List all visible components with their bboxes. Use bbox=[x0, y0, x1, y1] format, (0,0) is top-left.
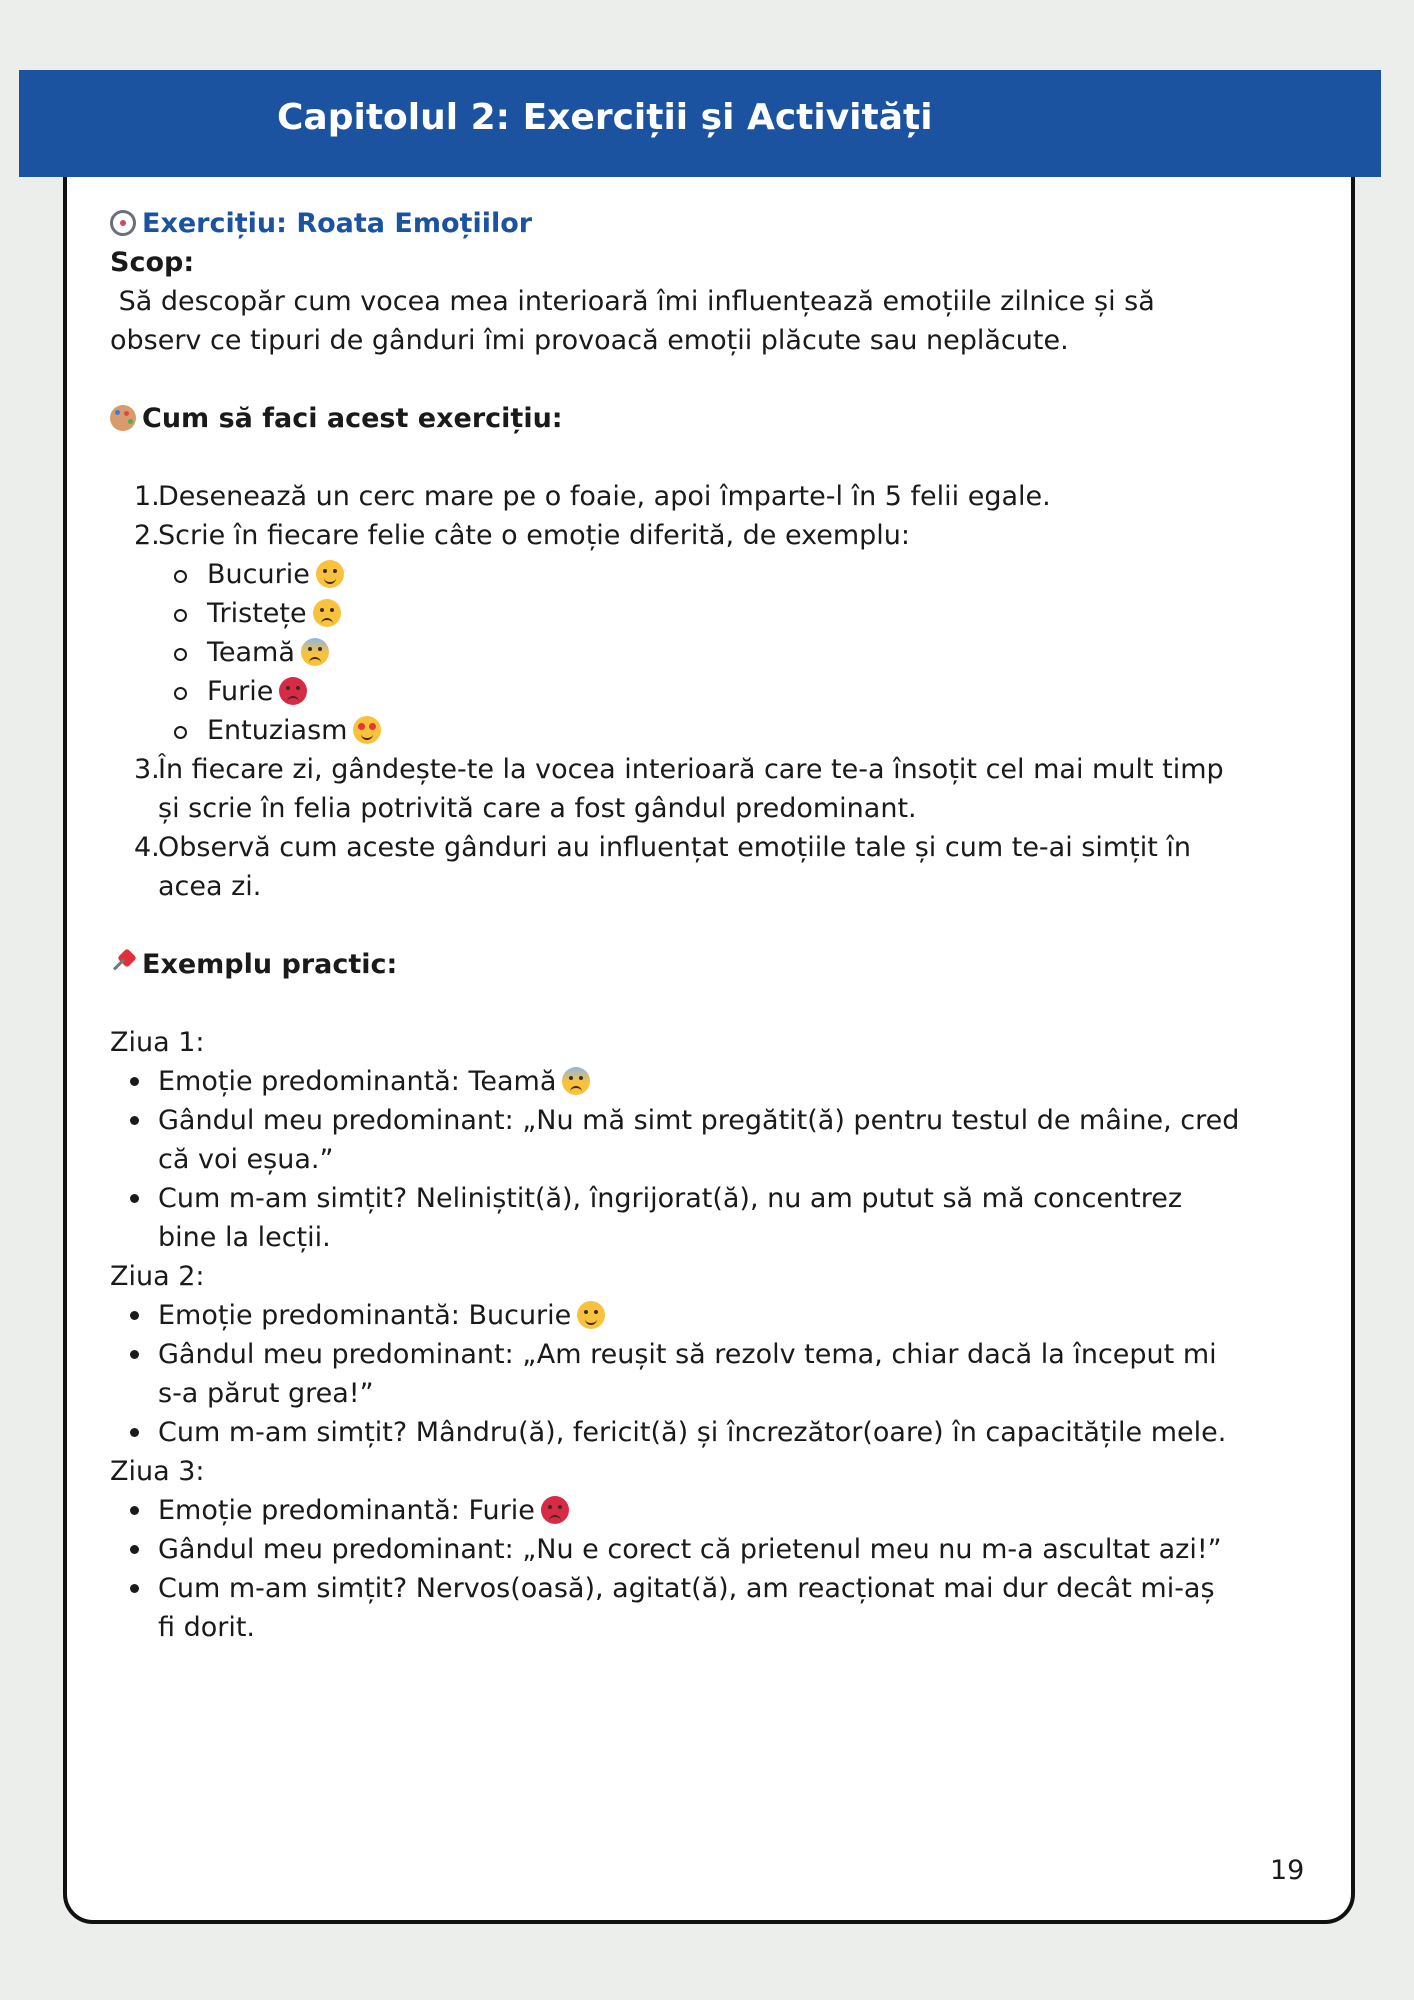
step-number: 1. bbox=[134, 481, 160, 512]
day-label: Ziua 3: bbox=[110, 1456, 205, 1487]
fearful-face-icon bbox=[562, 1067, 590, 1095]
page-number: 19 bbox=[1270, 1855, 1305, 1886]
steps-list-continued bbox=[110, 750, 1325, 906]
smiling-face-icon bbox=[316, 560, 344, 588]
step-item: 4. Observă cum aceste gânduri au influențat emoțiile tale și cum te-ai simțit în acea zi. bbox=[110, 828, 1325, 906]
list-item: Emoție predominantă: Bucurie bbox=[110, 1296, 1325, 1335]
exercise-title: Exercițiu: Roata Emoțiilor bbox=[142, 208, 533, 239]
pensive-face-icon bbox=[313, 599, 341, 627]
angry-face-icon bbox=[279, 677, 307, 705]
page-content bbox=[110, 204, 1325, 1647]
step-number: 2. bbox=[134, 520, 160, 551]
emotion-item: Furie bbox=[110, 672, 1325, 711]
smiling-face-icon bbox=[577, 1301, 605, 1329]
step-item bbox=[110, 516, 1325, 555]
day-label: Ziua 2: bbox=[110, 1261, 205, 1292]
list-item: Gândul meu predominant: „Nu mă simt pregătit(ă) pentru testul de mâine, cred că voi eșua.” bbox=[110, 1101, 1325, 1179]
chapter-title: Capitolul 2: Exerciții și Activități bbox=[277, 97, 933, 138]
steps-list bbox=[110, 477, 1325, 555]
pushpin-icon bbox=[110, 949, 138, 977]
step-item bbox=[110, 477, 1325, 516]
day-details-list bbox=[110, 1491, 1325, 1647]
palette-icon bbox=[110, 405, 136, 431]
emotion-item: Entuziasm bbox=[110, 711, 1325, 750]
step-text: Desenează un cerc mare pe o foaie, apoi împarte-l în 5 felii egale. bbox=[158, 481, 1051, 512]
list-item: Gândul meu predominant: „Am reușit să rezolv tema, chiar dacă la început mi s-a părut grea!” bbox=[110, 1335, 1325, 1413]
emotion-item: Teamă bbox=[110, 633, 1325, 672]
step-text: Scrie în fiecare felie câte o emoție diferită, de exemplu: bbox=[158, 520, 911, 551]
list-item: Cum m-am simțit? Neliniștit(ă), îngrijorat(ă), nu am putut să mă concentrez bine la lecții. bbox=[110, 1179, 1325, 1257]
how-to-heading: Cum să faci acest exercițiu: bbox=[142, 403, 563, 434]
ferris-wheel-icon bbox=[110, 210, 136, 236]
chapter-header-banner bbox=[19, 70, 1381, 177]
step-number: 3. bbox=[134, 754, 160, 785]
step-number: 4. bbox=[134, 832, 160, 863]
scope-text-line-1: Să descopăr cum vocea mea interioară îmi influențează emoțiile zilnice și să bbox=[110, 286, 1155, 317]
day-label: Ziua 1: bbox=[110, 1027, 205, 1058]
example-heading-line bbox=[110, 945, 1325, 984]
exercise-title-line bbox=[110, 204, 1325, 243]
scope-text-line-2: observ ce tipuri de gânduri îmi provoacă emoții plăcute sau neplăcute. bbox=[110, 325, 1069, 356]
example-heading: Exemplu practic: bbox=[142, 949, 398, 980]
list-item: Cum m-am simțit? Nervos(oasă), agitat(ă), am reacționat mai dur decât mi-aș fi dorit. bbox=[110, 1569, 1325, 1647]
list-item: Gândul meu predominant: „Nu e corect că prietenul meu nu m-a ascultat azi!” bbox=[110, 1530, 1325, 1569]
emotion-item: Tristețe bbox=[110, 594, 1325, 633]
how-to-heading-line bbox=[110, 399, 1325, 438]
list-item: Emoție predominantă: Furie bbox=[110, 1491, 1325, 1530]
emotion-list bbox=[110, 555, 1325, 750]
fearful-face-icon bbox=[301, 638, 329, 666]
step-item: 3. În fiecare zi, gândește-te la vocea interioară care te-a însoțit cel mai mult timp și scrie în felia potrivită care a fost gândul predominant. bbox=[110, 750, 1325, 828]
scope-label: Scop: bbox=[110, 247, 195, 278]
list-item: Emoție predominantă: Teamă bbox=[110, 1062, 1325, 1101]
angry-face-icon bbox=[541, 1496, 569, 1524]
day-details-list bbox=[110, 1296, 1325, 1452]
star-struck-face-icon bbox=[353, 716, 381, 744]
emotion-item: Bucurie bbox=[110, 555, 1325, 594]
day-details-list bbox=[110, 1062, 1325, 1257]
list-item: Cum m-am simțit? Mândru(ă), fericit(ă) și încrezător(oare) în capacitățile mele. bbox=[110, 1413, 1325, 1452]
